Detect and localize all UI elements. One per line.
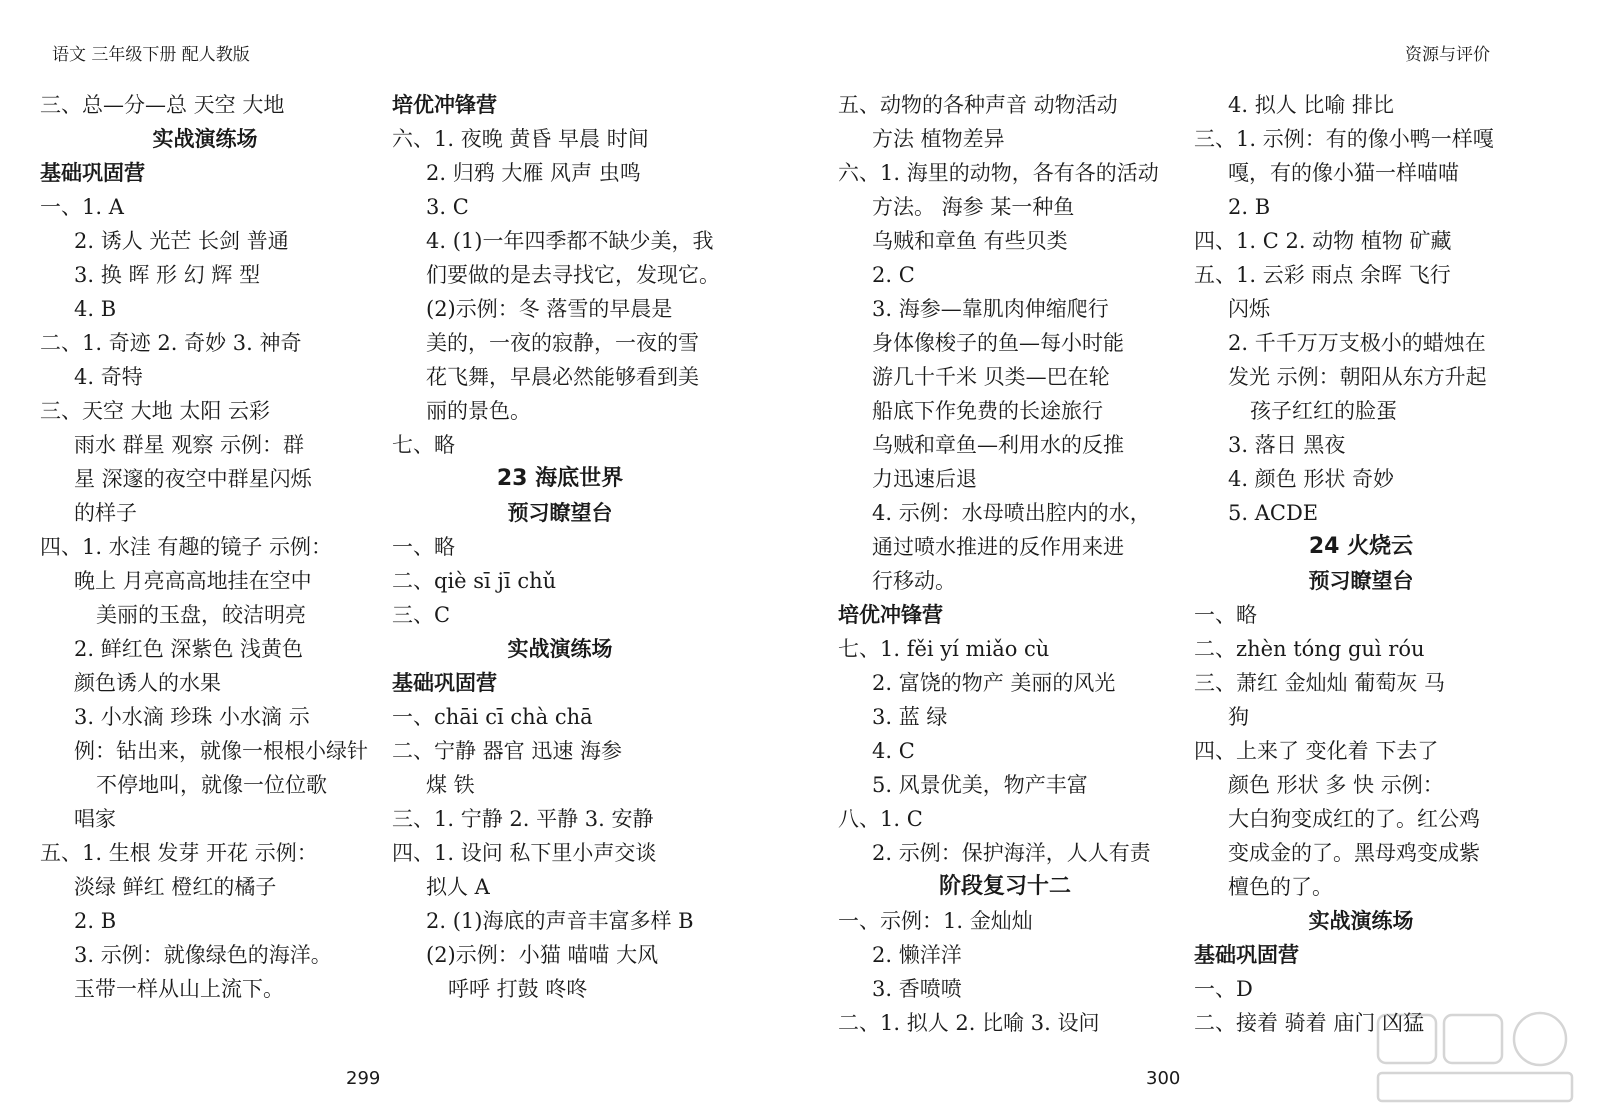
answer-line: 雨水 群星 观察 示例：群 [74, 433, 305, 457]
answer-line: 2. 示例：保护海洋，人人有责 [872, 841, 1151, 865]
answer-line: 五、1. 生根 发芽 开花 示例： [40, 841, 318, 865]
answer-line: 2. 千千万万支极小的蜡烛在 [1228, 331, 1486, 355]
answer-line: 培优冲锋营 [392, 93, 497, 117]
answer-line: 五、动物的各种声音 动物活动 [838, 93, 1118, 117]
answer-line: 3. 小水滴 珍珠 小水滴 示 [74, 705, 310, 729]
answer-line: 3. 示例：就像绿色的海洋。 [74, 943, 332, 967]
answer-line: 颜色 形状 多 快 示例： [1228, 773, 1444, 797]
answer-line: 一、chāi cī chà chā [392, 705, 593, 729]
answer-line: 七、略 [392, 433, 455, 457]
answer-line: 身体像梭子的鱼—每小时能 [872, 331, 1124, 355]
answer-line: 2. B [1228, 195, 1271, 219]
answer-line: 三、C [392, 603, 451, 627]
answer-line: 方法 植物差异 [872, 127, 1005, 151]
answer-line: 二、1. 拟人 2. 比喻 3. 设问 [838, 1011, 1100, 1035]
answer-line: 一、D [1194, 977, 1253, 1001]
answer-line: 大白狗变成红的了。红公鸡 [1228, 807, 1480, 831]
answer-line: 乌贼和章鱼 有些贝类 [872, 229, 1068, 253]
answer-line: 嘎，有的像小猫一样喵喵 [1228, 161, 1459, 185]
answer-line: 2. C [872, 263, 915, 287]
answer-line: 晚上 月亮高高地挂在空中 [74, 569, 312, 593]
answer-line: 淡绿 鲜红 橙红的橘子 [74, 875, 277, 899]
answer-line: 不停地叫，就像一位位歌 [96, 773, 327, 797]
answer-line: 培优冲锋营 [838, 603, 943, 627]
answer-line: 发光 示例：朝阳从东方升起 [1228, 365, 1487, 389]
running-header-right: 资源与评价 [1405, 45, 1490, 65]
answer-column-1 [40, 88, 370, 1006]
answer-line: 呼呼 打鼓 咚咚 [448, 977, 588, 1001]
answer-line: 4. C [872, 739, 915, 763]
answer-line: 通过喷水推进的反作用来进 [872, 535, 1124, 559]
answer-line: 们要做的是去寻找它，发现它。 [426, 263, 720, 287]
answer-line: 一、略 [1194, 603, 1257, 627]
answer-line: 丽的景色。 [426, 399, 531, 423]
answer-line: 5. 风景优美，物产丰富 [872, 773, 1088, 797]
answer-line: 3. 落日 黑夜 [1228, 433, 1346, 457]
answer-line: 一、示例：1. 金灿灿 [838, 909, 1033, 933]
answer-line: 4. 拟人 比喻 排比 [1228, 93, 1395, 117]
answer-line: 狗 [1228, 705, 1249, 729]
answer-line: 5. ACDE [1228, 501, 1319, 525]
answer-line: 4. 示例：水母喷出腔内的水， [872, 501, 1151, 525]
answer-line: 2. 懒洋洋 [872, 943, 962, 967]
answer-line: 四、1. 设问 私下里小声交谈 [392, 841, 657, 865]
answer-line: 阶段复习十二 [938, 874, 1071, 899]
answer-line: 实战演练场 [507, 637, 613, 661]
answer-line: 六、1. 夜晚 黄昏 早晨 时间 [392, 127, 649, 151]
answer-line: 方法。 海参 某一种鱼 [872, 195, 1075, 219]
answer-line: 三、1. 示例：有的像小鸭一样嘎 [1194, 127, 1494, 151]
answer-line: 二、接着 骑着 庙门 凶猛 [1194, 1011, 1425, 1035]
answer-line: (2)示例：小猫 喵喵 大风 [426, 943, 659, 967]
answer-line: 美的，一夜的寂静，一夜的雪 [426, 331, 699, 355]
answer-line: 乌贼和章鱼—利用水的反推 [872, 433, 1124, 457]
answer-column-4 [1194, 88, 1528, 1040]
answer-line: 美丽的玉盘，皎洁明亮 [96, 603, 306, 627]
answer-line: 煤 铁 [426, 773, 475, 797]
answer-line: 2. (1)海底的声音丰富多样 B [426, 909, 694, 933]
answer-line: 行移动。 [872, 569, 956, 593]
answer-line: 23 海底世界 [496, 466, 624, 491]
answer-line: 拟人 A [426, 875, 490, 899]
answer-line: 3. 香喷喷 [872, 977, 962, 1001]
answer-line: 四、1. C 2. 动物 植物 矿藏 [1194, 229, 1452, 253]
answer-line: 花飞舞，早晨必然能够看到美 [426, 365, 699, 389]
answer-column-2 [392, 88, 728, 1006]
answer-line: 实战演练场 [1308, 909, 1414, 933]
answer-line: 六、1. 海里的动物，各有各的活动 [838, 161, 1159, 185]
answer-line: 例：钻出来，就像一根根小绿针 [74, 739, 368, 763]
page-number-right: 300 [1146, 1068, 1181, 1089]
answer-line: 四、上来了 变化着 下去了 [1194, 739, 1439, 763]
answer-line: 四、1. 水洼 有趣的镜子 示例： [40, 535, 333, 559]
answer-line: 3. 海参—靠肌肉伸缩爬行 [872, 297, 1109, 321]
answer-line: 玉带一样从山上流下。 [74, 977, 284, 1001]
answer-line: 变成金的了。黑母鸡变成紫 [1228, 841, 1480, 865]
answer-line: 基础巩固营 [392, 671, 497, 695]
answer-line: 颜色诱人的水果 [74, 671, 221, 695]
answer-line: 3. C [426, 195, 469, 219]
answer-line: 基础巩固营 [40, 161, 145, 185]
answer-line: 2. 鲜红色 深紫色 浅黄色 [74, 637, 304, 661]
answer-line: 游几十千米 贝类—巴在轮 [872, 365, 1110, 389]
answer-line: 预习瞭望台 [507, 501, 613, 525]
running-header-left: 语文 三年级下册 配人教版 [52, 45, 250, 65]
answer-line: 一、略 [392, 535, 455, 559]
answer-line: 基础巩固营 [1194, 943, 1299, 967]
answer-line: 唱家 [74, 807, 116, 831]
answer-line: 八、1. C [838, 807, 923, 831]
answer-line: 预习瞭望台 [1308, 569, 1414, 593]
answer-line: 2. B [74, 909, 117, 933]
answer-line: 2. 富饶的物产 美丽的风光 [872, 671, 1116, 695]
answer-line: 二、qiè sī jī chǔ [392, 569, 557, 593]
answer-column-3 [838, 88, 1172, 1040]
answer-line: 实战演练场 [152, 127, 258, 151]
answer-line: 七、1. fěi yí miǎo cù [838, 637, 1050, 661]
answer-line: 24 火烧云 [1308, 534, 1414, 559]
answer-line: (2)示例：冬 落雪的早晨是 [426, 297, 673, 321]
answer-line: 闪烁 [1228, 297, 1270, 321]
page-number-left: 299 [346, 1068, 381, 1089]
answer-line: 星 深邃的夜空中群星闪烁 [74, 467, 312, 491]
answer-line: 五、1. 云彩 雨点 余晖 飞行 [1194, 263, 1451, 287]
answer-line: 4. (1)一年四季都不缺少美，我 [426, 229, 714, 253]
answer-line: 二、1. 奇迹 2. 奇妙 3. 神奇 [40, 331, 302, 355]
answer-line: 的样子 [74, 501, 137, 525]
answer-line: 三、萧红 金灿灿 葡萄灰 马 [1194, 671, 1446, 695]
answer-line: 二、宁静 器官 迅速 海参 [392, 739, 623, 763]
answer-line: 三、总—分—总 天空 大地 [40, 93, 285, 117]
answer-line: 船底下作免费的长途旅行 [872, 399, 1103, 423]
answer-line: 孩子红红的脸蛋 [1250, 399, 1397, 423]
answer-line: 力迅速后退 [872, 467, 977, 491]
watermark-logo-icon [1370, 1009, 1580, 1109]
answer-line: 二、zhèn tóng guì róu [1194, 637, 1425, 661]
answer-line: 2. 诱人 光芒 长剑 普通 [74, 229, 289, 253]
answer-line: 4. B [74, 297, 117, 321]
answer-line: 一、1. A [40, 195, 124, 219]
answer-line: 4. 奇特 [74, 365, 143, 389]
answer-line: 4. 颜色 形状 奇妙 [1228, 467, 1395, 491]
answer-line: 檀色的了。 [1228, 875, 1333, 899]
answer-line: 三、1. 宁静 2. 平静 3. 安静 [392, 807, 654, 831]
answer-line: 2. 归鸦 大雁 风声 虫鸣 [426, 161, 641, 185]
answer-line: 三、天空 大地 太阳 云彩 [40, 399, 271, 423]
answer-line: 3. 换 晖 形 幻 辉 型 [74, 263, 261, 287]
answer-line: 3. 蓝 绿 [872, 705, 948, 729]
